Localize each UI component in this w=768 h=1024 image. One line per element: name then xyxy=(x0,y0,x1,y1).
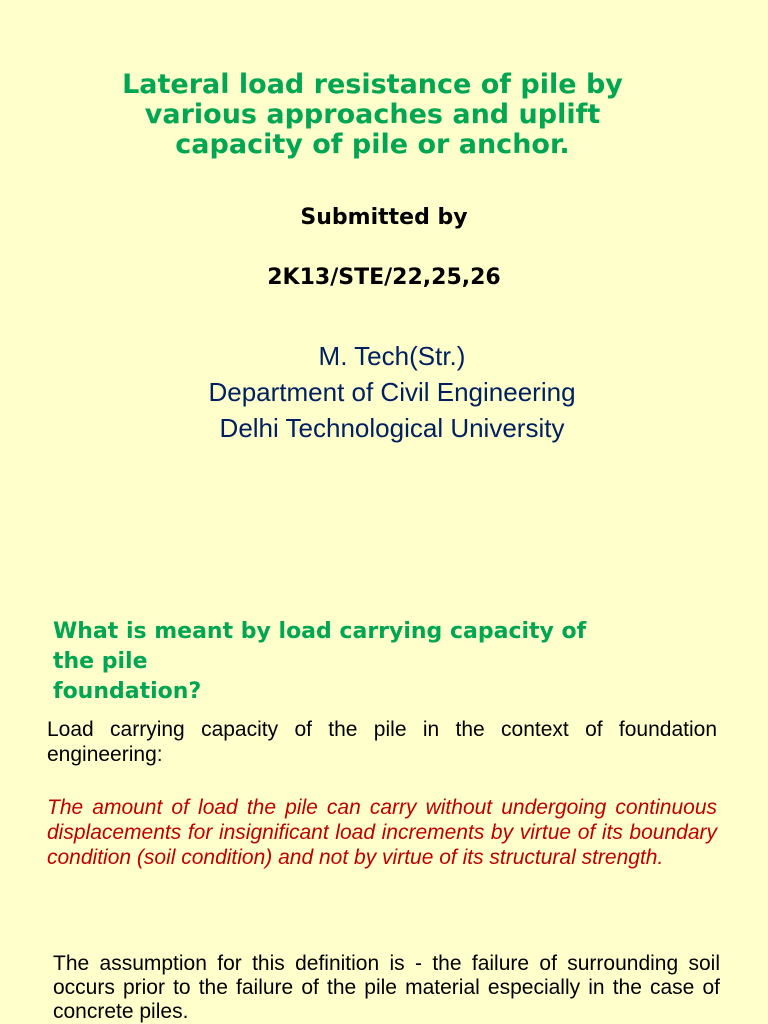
title-line: various approaches and uplift xyxy=(144,99,601,130)
intro-paragraph: Load carrying capacity of the pile in the context of foundation engineering: xyxy=(47,718,717,766)
university: Delhi Technological University xyxy=(219,413,565,443)
presentation-title xyxy=(60,70,685,160)
degree: M. Tech(Str.) xyxy=(318,341,466,371)
submitted-by-label: Submitted by xyxy=(300,205,468,230)
affiliation xyxy=(0,338,768,446)
assumption-paragraph: The assumption for this definition is - the failure of surrounding soil occurs prior to the failure of the pile material especially in the case of concrete piles. xyxy=(53,952,720,1023)
heading-line: foundation? xyxy=(53,679,202,704)
title-line: capacity of pile or anchor. xyxy=(175,129,570,160)
department: Department of Civil Engineering xyxy=(208,377,576,407)
roll-numbers: 2K13/STE/22,25,26 xyxy=(267,265,501,290)
section-heading xyxy=(53,617,733,707)
definition-paragraph: The amount of load the pile can carry without undergoing continuous displacements for insignificant load increments by virtue of its boundary condition (soil condition) and not by virtue of its structural strength. xyxy=(47,796,717,869)
heading-line: the pile xyxy=(53,649,148,674)
heading-line: What is meant by load carrying capacity of xyxy=(53,619,587,644)
title-line: Lateral load resistance of pile by xyxy=(122,69,623,100)
